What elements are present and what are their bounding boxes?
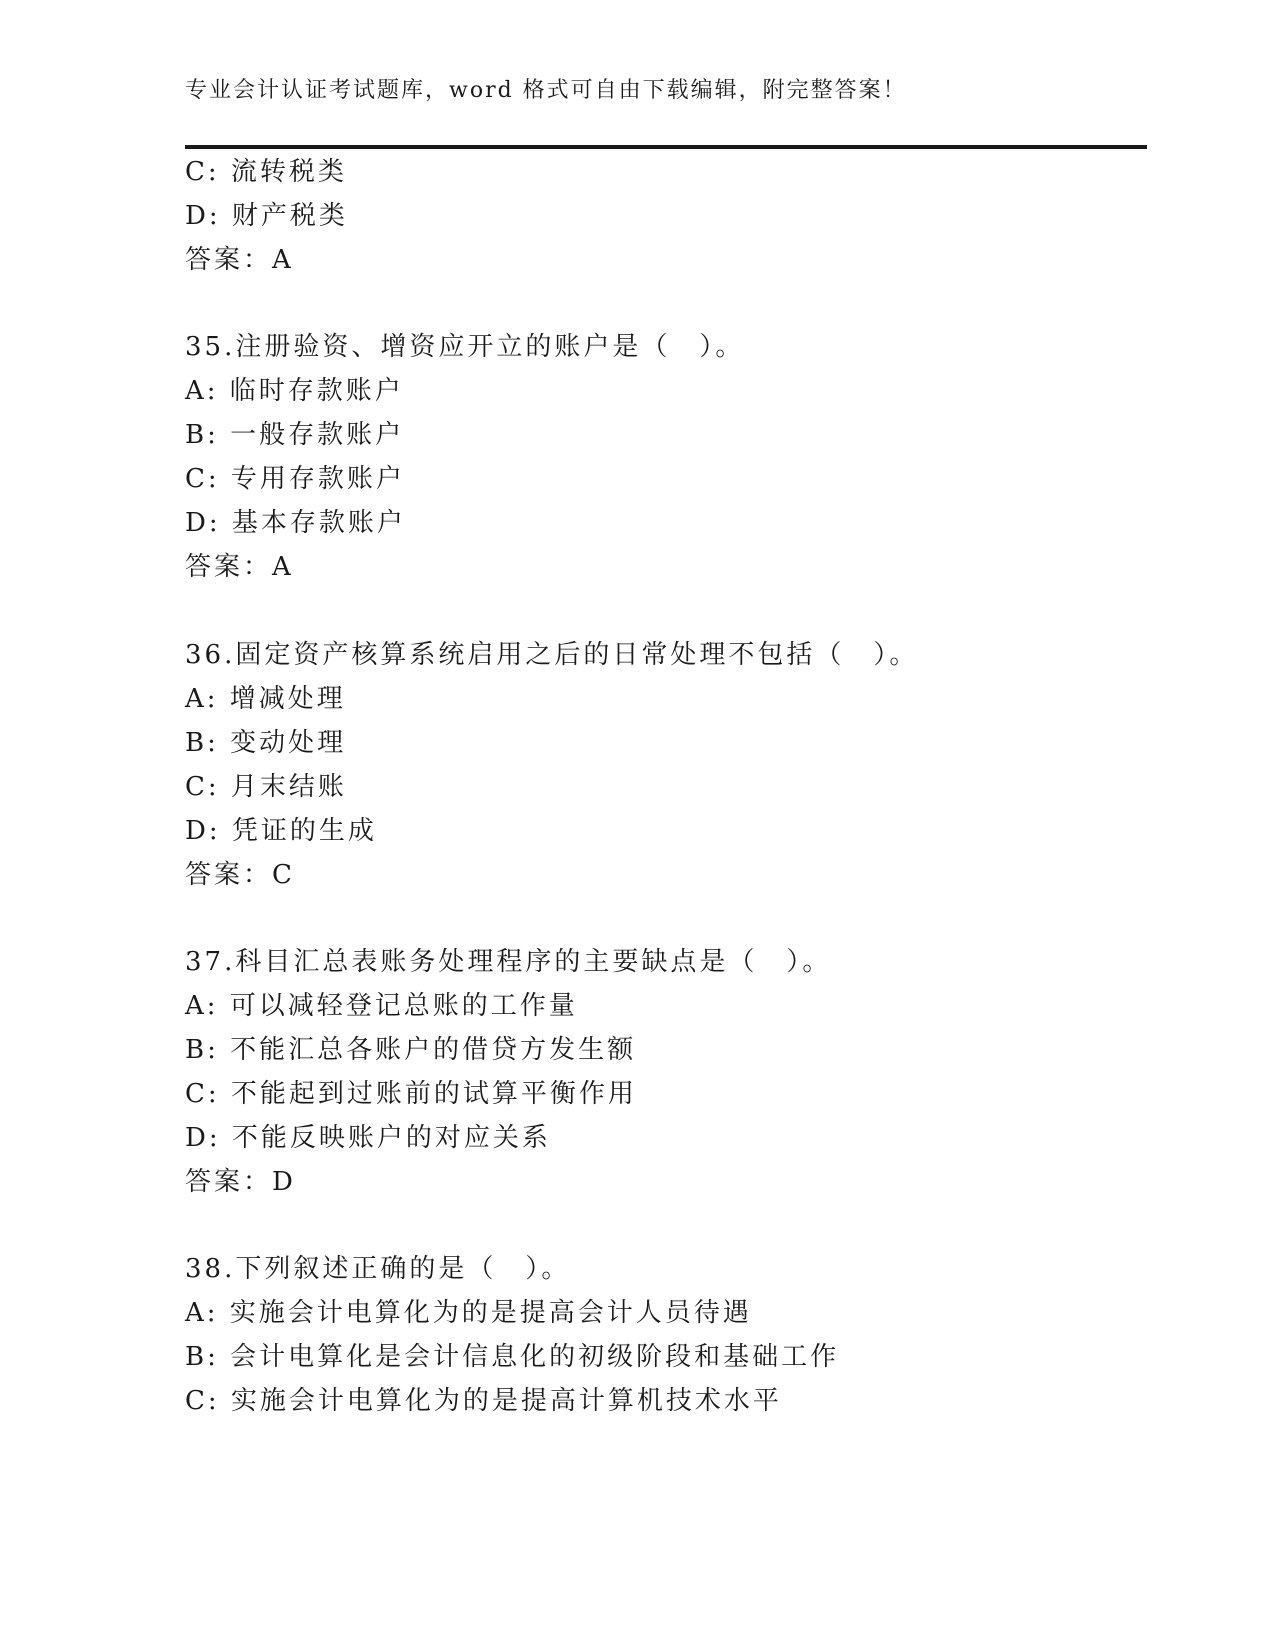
q37-option-b: B: 不能汇总各账户的借贷方发生额 [185, 1035, 637, 1065]
page-header: 专业会计认证考试题库，word 格式可自由下载编辑，附完整答案！ [185, 78, 907, 103]
q37-stem: 37.科目汇总表账务处理程序的主要缺点是（ ）。 [185, 947, 832, 977]
header-divider [185, 145, 1147, 149]
q37-answer: 答案：D [185, 1167, 296, 1197]
q38-option-a: A: 实施会计电算化为的是提高会计人员待遇 [185, 1298, 752, 1328]
prev-option-c: C: 流转税类 [185, 157, 347, 187]
q36-option-c: C: 月末结账 [185, 772, 347, 802]
q35-option-a: A: 临时存款账户 [185, 376, 404, 406]
q38-option-b: B: 会计电算化是会计信息化的初级阶段和基础工作 [185, 1342, 840, 1372]
q35-stem: 35.注册验资、增资应开立的账户是（ ）。 [185, 332, 745, 362]
q37-option-d: D: 不能反映账户的对应关系 [185, 1123, 551, 1153]
prev-answer: 答案：A [185, 245, 294, 275]
q37-option-a: A: 可以减轻登记总账的工作量 [185, 991, 578, 1021]
q35-option-c: C: 专用存款账户 [185, 464, 405, 494]
q35-option-b: B: 一般存款账户 [185, 420, 405, 450]
q35-answer: 答案：A [185, 552, 294, 582]
q36-stem: 36.固定资产核算系统启用之后的日常处理不包括（ ）。 [185, 640, 919, 670]
q36-answer: 答案：C [185, 860, 295, 890]
q36-option-b: B: 变动处理 [185, 728, 347, 758]
q38-option-c: C: 实施会计电算化为的是提高计算机技术水平 [185, 1386, 782, 1416]
q36-option-a: A: 增减处理 [185, 684, 346, 714]
q36-option-d: D: 凭证的生成 [185, 816, 377, 846]
q37-option-c: C: 不能起到过账前的试算平衡作用 [185, 1079, 637, 1109]
q38-stem: 38.下列叙述正确的是（ ）。 [185, 1254, 571, 1284]
q35-option-d: D: 基本存款账户 [185, 508, 406, 538]
prev-option-d: D: 财产税类 [185, 201, 348, 231]
